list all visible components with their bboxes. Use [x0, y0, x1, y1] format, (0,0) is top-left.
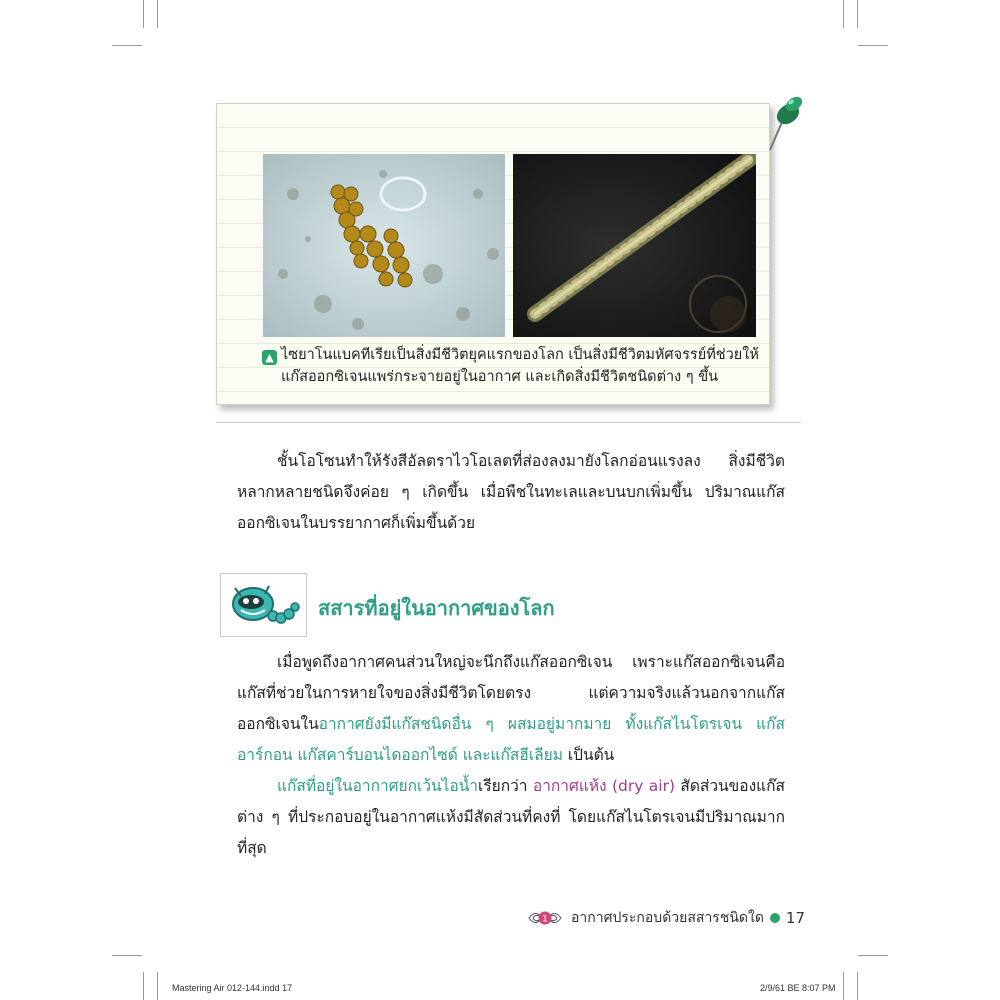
paragraph-2-text-2: เป็นต้น	[562, 746, 615, 764]
figure-caption	[262, 344, 762, 388]
crop-mark	[157, 0, 158, 28]
section-title: สสารที่อยู่ในอากาศของโลก	[318, 596, 555, 620]
crop-mark	[857, 0, 858, 28]
page-number: 17	[785, 909, 806, 927]
paragraph-2-highlight: อากาศยังมีแก๊สชนิดอื่น ๆ ผสมอยู่มากมาย ทั้งแก๊สไนโตรเจน แก๊สอาร์กอน แก๊สคาร์บอนไดออกไซด์ และแก๊สฮีเลียม	[237, 715, 785, 764]
paragraph-3-highlight-2: อากาศแห้ง (dry air)	[532, 777, 676, 795]
cyanobacteria-photo-left	[263, 154, 505, 337]
paragraph-3-highlight-1: แก๊สที่อยู่ในอากาศยกเว้นไอน้ำ	[277, 777, 479, 795]
push-pin-icon	[758, 92, 806, 154]
slug-filename: Mastering Air 012-144.indd 17	[172, 983, 293, 993]
crop-mark	[858, 45, 888, 46]
caption-line-1: ไซยาโนแบคทีเรียเป็นสิ่งมีชีวิตยุคแรกของโลก เป็นสิ่งมีชีวิตมหัศจรรย์ที่ช่วยให้	[281, 347, 759, 363]
winged-badge-icon	[525, 908, 565, 928]
crop-mark	[143, 972, 144, 1000]
mascot-icon	[221, 574, 306, 636]
intro-paragraph	[237, 446, 785, 539]
crop-mark	[112, 45, 142, 46]
crop-mark	[143, 0, 144, 28]
cyanobacteria-photo-right	[513, 154, 756, 337]
crop-mark	[843, 0, 844, 28]
chapter-badge-number: 1	[542, 914, 548, 925]
up-arrow-icon: ▲	[262, 350, 277, 365]
crop-mark	[157, 972, 158, 1000]
body-paragraph-2	[237, 647, 785, 771]
footer-dot	[770, 913, 780, 923]
footer-chapter-title: อากาศประกอบด้วยสสารชนิดใด	[571, 910, 764, 926]
crop-mark	[112, 955, 142, 956]
body-paragraph-3	[237, 771, 785, 864]
divider	[216, 422, 801, 423]
page-footer	[525, 908, 805, 928]
intro-text: ชั้นโอโซนทำให้รังสีอัลตราไวโอเลตที่ส่องลงมายังโลกอ่อนแรงลง สิ่งมีชีวิตหลากหลายชนิดจึงค่อย ๆ เกิดขึ้น เมื่อพืชในทะเลและบนบกเพิ่มขึ้น ปริมาณแก๊สออกซิเจนในบรรยากาศก็เพิ่มขึ้นด้วย	[237, 452, 785, 532]
crop-mark	[858, 955, 888, 956]
section-icon-box	[220, 573, 307, 637]
crop-mark	[857, 972, 858, 1000]
paragraph-2-text-1: เมื่อพูดถึงอากาศคนส่วนใหญ่จะนึกถึงแก๊สออกซิเจน เพราะแก๊สออกซิเจนคือแก๊สที่ช่วยในการหายใจของสิ่งมีชีวิตโดยตรง แต่ความจริงแล้วนอกจากแก๊สออกซิเจนใน	[237, 653, 785, 733]
caption-line-2: แก๊สออกซิเจนแพร่กระจายอยู่ในอากาศ และเกิดสิ่งมีชีวิตชนิดต่าง ๆ ขึ้น	[281, 369, 719, 385]
paragraph-3-text-2: สัดส่วนของแก๊สต่าง ๆ ที่ประกอบอยู่ในอากาศแห้งมีสัดส่วนที่คงที่ โดยแก๊สไนโตรเจนมีปริมาณมากที่สุด	[237, 777, 785, 857]
slug-timestamp: 2/9/61 BE 8:07 PM	[760, 983, 836, 993]
crop-mark	[843, 972, 844, 1000]
paragraph-3-text-1: เรียกว่า	[478, 777, 533, 795]
